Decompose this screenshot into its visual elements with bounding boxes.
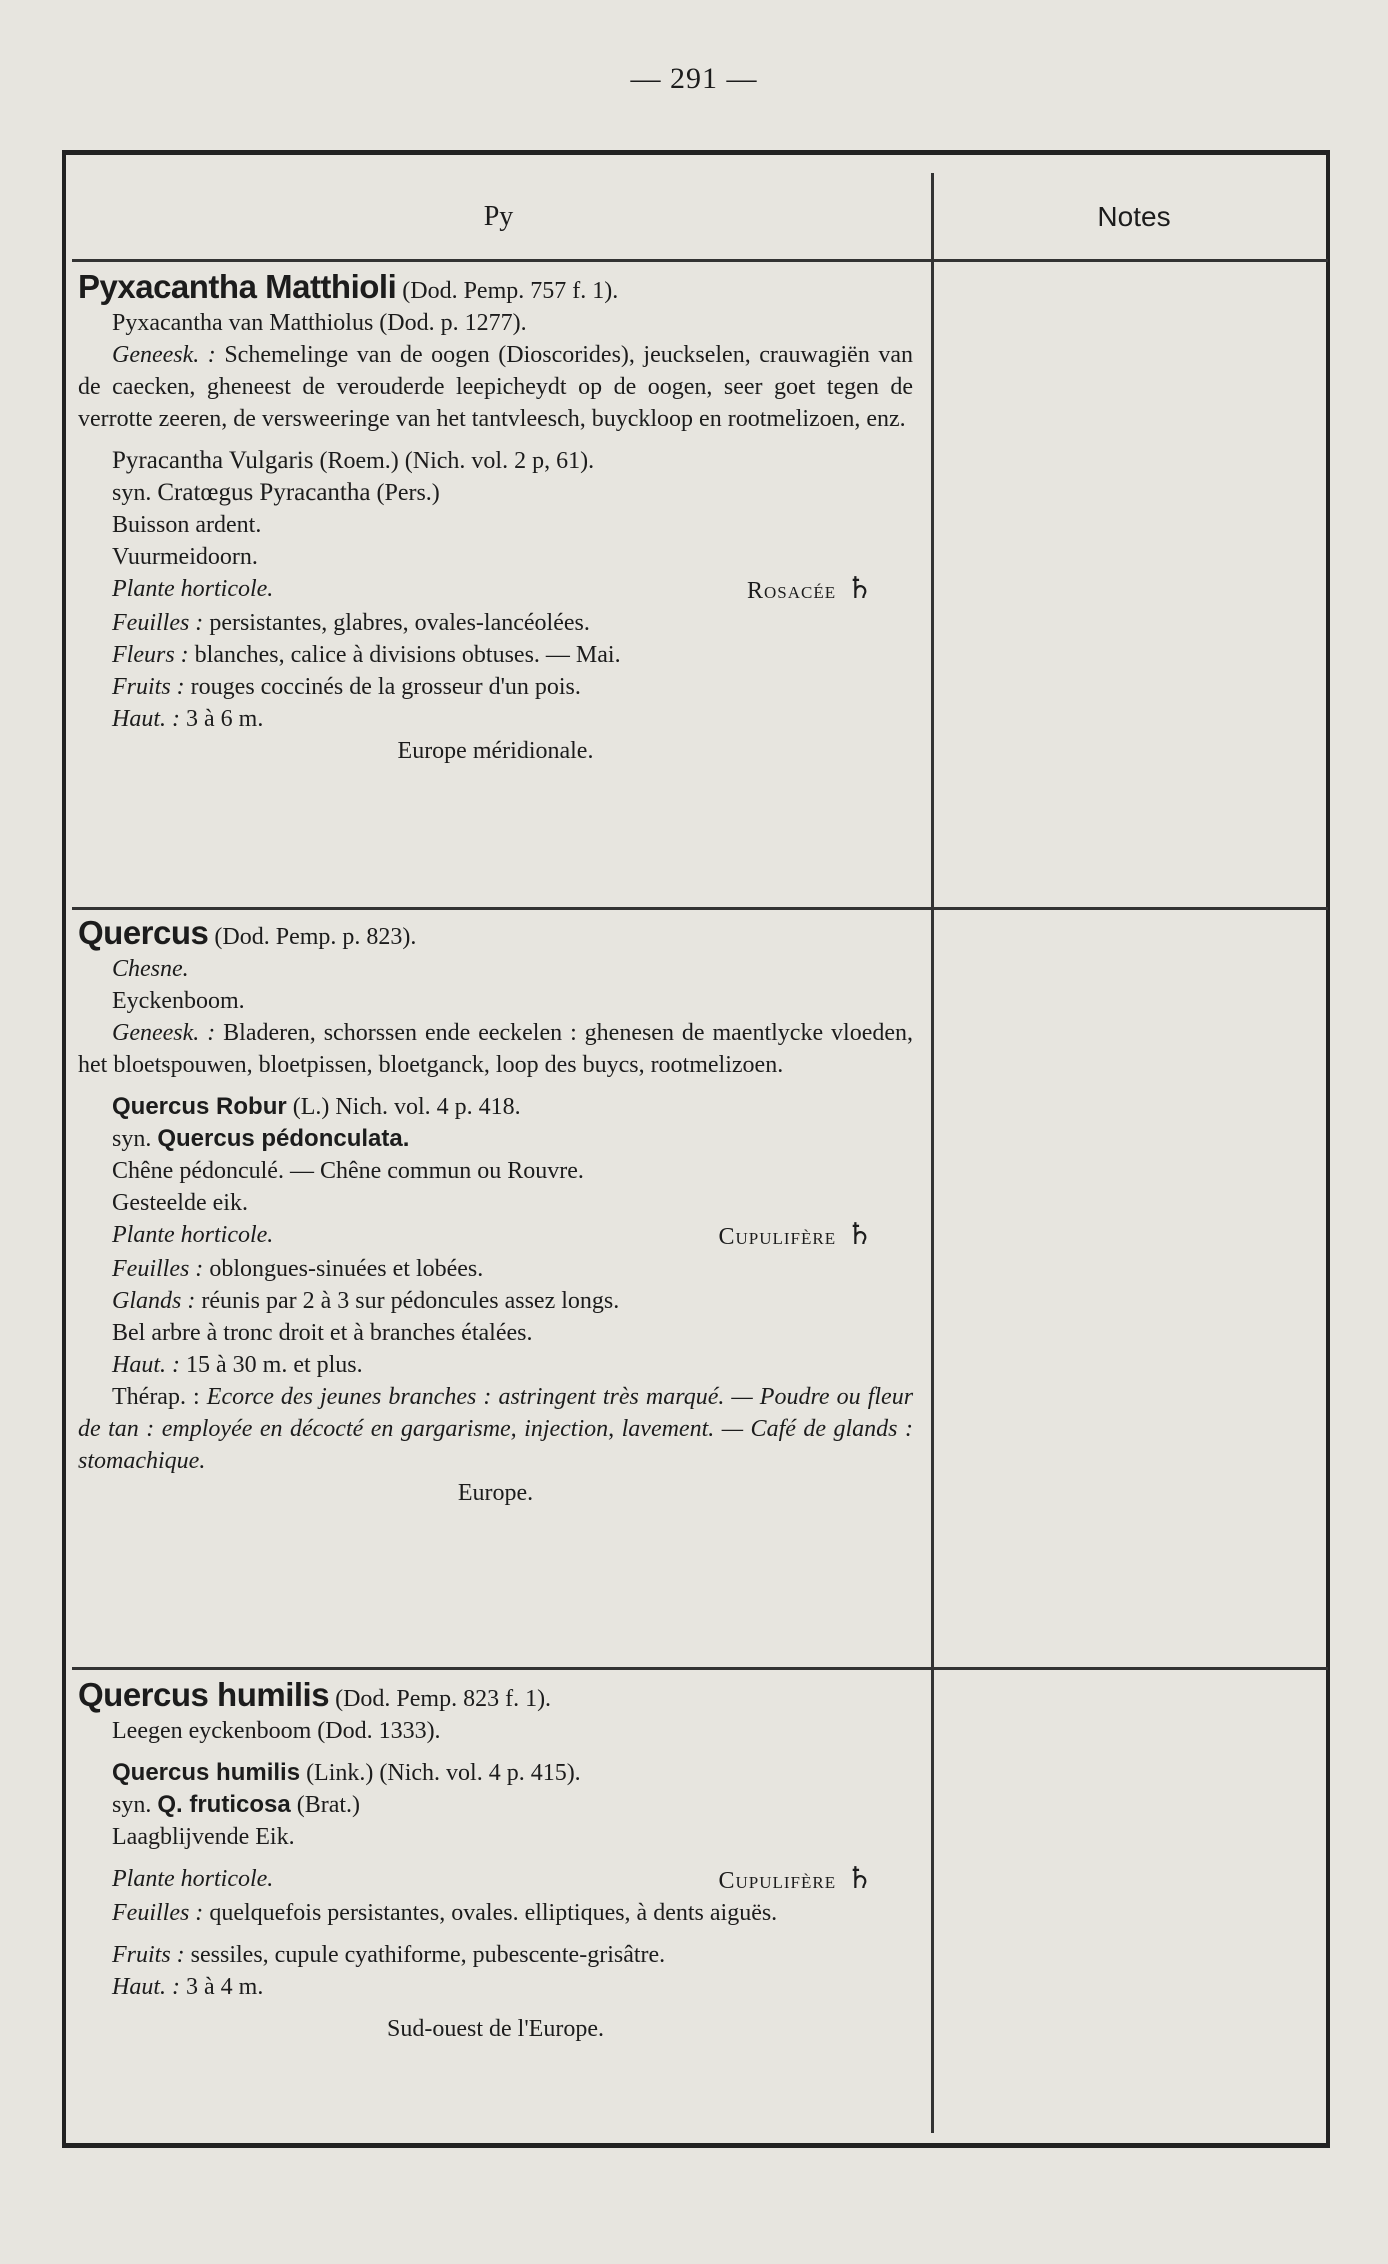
common-name-nl: Laagblijvende Eik. <box>112 1824 295 1850</box>
plant-type: Plante horticole. <box>112 1866 274 1892</box>
entry-line: Pyxacantha van Matthiolus (Dod. p. 1277). <box>112 310 527 336</box>
entry-text: persistantes, glabres, ovales-lancéolées. <box>209 610 590 636</box>
entry-text: blanches, calice à divisions obtuses. — Mai. <box>194 642 621 668</box>
entry-text: Bladeren, schorssen ende eeckelen : ghenesen de maentlycke vloeden, het bloetspouwen, bloetpissen, bloetganck, loop des buycs, rootmelizoen. <box>78 1020 913 1078</box>
label: Geneesk. : <box>112 342 216 368</box>
entry-title-ref: (Dod. Pemp. p. 823). <box>214 924 417 950</box>
plant-type: Plante horticole. <box>112 576 274 602</box>
entry-line: Chesne. <box>112 956 189 982</box>
entry-text: sessiles, cupule cyathiforme, pubescente-grisâtre. <box>190 1942 666 1968</box>
entry-line: Leegen eyckenboom (Dod. 1333). <box>112 1718 441 1744</box>
entry-text: rouges coccinés de la grosseur d'un pois. <box>190 674 581 700</box>
label: Thérap. : <box>112 1384 200 1410</box>
tree-symbol: ♄ <box>846 1861 873 1896</box>
entry-separator <box>72 1667 1328 1670</box>
label: Feuilles : <box>112 610 204 636</box>
entry-text: 3 à 6 m. <box>186 706 264 732</box>
plant-type: Plante horticole. <box>112 1222 274 1248</box>
entry-text: réunis par 2 à 3 sur pédoncules assez longs. <box>201 1288 620 1314</box>
synonym-ref: (Brat.) <box>296 1792 361 1818</box>
distribution: Europe. <box>457 1480 534 1506</box>
common-name-fr: Buisson ardent. <box>112 512 262 538</box>
distribution: Sud-ouest de l'Europe. <box>387 2016 604 2042</box>
label: Haut. : <box>112 1352 180 1378</box>
synonym-ref: (Pers.) <box>376 480 440 506</box>
page-number: — 291 — <box>630 62 758 95</box>
label: Feuilles : <box>112 1900 204 1926</box>
common-name-fr: Chêne pédonculé. — Chêne commun ou Rouvre. <box>112 1158 584 1184</box>
label: Haut. : <box>112 1974 180 2000</box>
shrub-symbol: ♄ <box>846 571 873 606</box>
species-ref: (Roem.) (Nich. vol. 2 p, 61). <box>319 448 595 474</box>
entry-text: 3 à 4 m. <box>186 1974 264 2000</box>
label: Fruits : <box>112 1942 185 1968</box>
label: Geneesk. : <box>112 1020 216 1046</box>
species-ref: (Link.) (Nich. vol. 4 p. 415). <box>306 1760 581 1786</box>
label: Haut. : <box>112 706 180 732</box>
entry-separator <box>72 907 1328 910</box>
entry-text: oblongues-sinuées et lobées. <box>209 1256 484 1282</box>
entry-line: Eyckenboom. <box>112 988 245 1014</box>
syn-label: syn. <box>112 480 152 506</box>
species-name: Quercus Robur <box>112 1093 287 1120</box>
entry-text: 15 à 30 m. et plus. <box>186 1352 363 1378</box>
plant-family: Cupulifère <box>718 1224 837 1250</box>
syn-label: syn. <box>112 1126 152 1152</box>
species-name: Quercus humilis <box>112 1759 301 1786</box>
table-frame <box>62 150 1330 2148</box>
label: Fleurs : <box>112 642 189 668</box>
species-name: Pyracantha Vulgaris <box>112 447 314 474</box>
common-name-nl: Gesteelde eik. <box>112 1190 248 1216</box>
entry-title: Quercus humilis <box>78 1676 330 1713</box>
syn-label: syn. <box>112 1792 152 1818</box>
plant-family: Cupulifère <box>718 1868 837 1894</box>
column-header-notes: Notes <box>1097 201 1171 232</box>
entry-title-ref: (Dod. Pemp. 757 f. 1). <box>402 278 619 304</box>
entry-text: Schemelinge van de oogen (Dioscorides), jeuckselen, crauwagiën van de caecken, gheneest de verouderde leepicheydt op de oogen, seer goet tegen de verrotte zeeren, de versweeringe van het tantvleesch, buyckloop en rootmelizoen, enz. <box>78 342 913 432</box>
species-ref: (L.) Nich. vol. 4 p. 418. <box>292 1094 521 1120</box>
distribution: Europe méridionale. <box>397 738 594 764</box>
entry-title: Quercus <box>78 914 209 951</box>
entry-line: Bel arbre à tronc droit et à branches étalées. <box>112 1320 533 1346</box>
label: Fruits : <box>112 674 185 700</box>
tree-symbol: ♄ <box>846 1217 873 1252</box>
label: Glands : <box>112 1288 196 1314</box>
entry-title-ref: (Dod. Pemp. 823 f. 1). <box>335 1686 552 1712</box>
entry-pyxacantha <box>78 268 913 767</box>
entry-text: quelquefois persistantes, ovales. elliptiques, à dents aiguës. <box>209 1900 778 1926</box>
entry-title: Pyxacantha Matthioli <box>78 268 397 305</box>
label: Feuilles : <box>112 1256 204 1282</box>
entry-quercus-humilis <box>78 1676 913 2045</box>
entry-text: Ecorce des jeunes branches : astringent très marqué. — Poudre ou fleur de tan : employée en décocté en gargarisme, injection, lavement. — Café de glands : stomachique. <box>78 1384 914 1474</box>
entry-quercus <box>78 914 914 1509</box>
synonym: Q. fruticosa <box>157 1791 291 1818</box>
synonym: Quercus pédonculata. <box>157 1125 410 1152</box>
header-rule <box>72 259 1328 262</box>
common-name-nl: Vuurmeidoorn. <box>112 544 258 570</box>
column-header-py: Py <box>483 201 514 232</box>
plant-family: Rosacée <box>746 578 837 604</box>
column-divider <box>931 173 934 2133</box>
synonym: Cratœgus Pyracantha <box>157 479 371 506</box>
